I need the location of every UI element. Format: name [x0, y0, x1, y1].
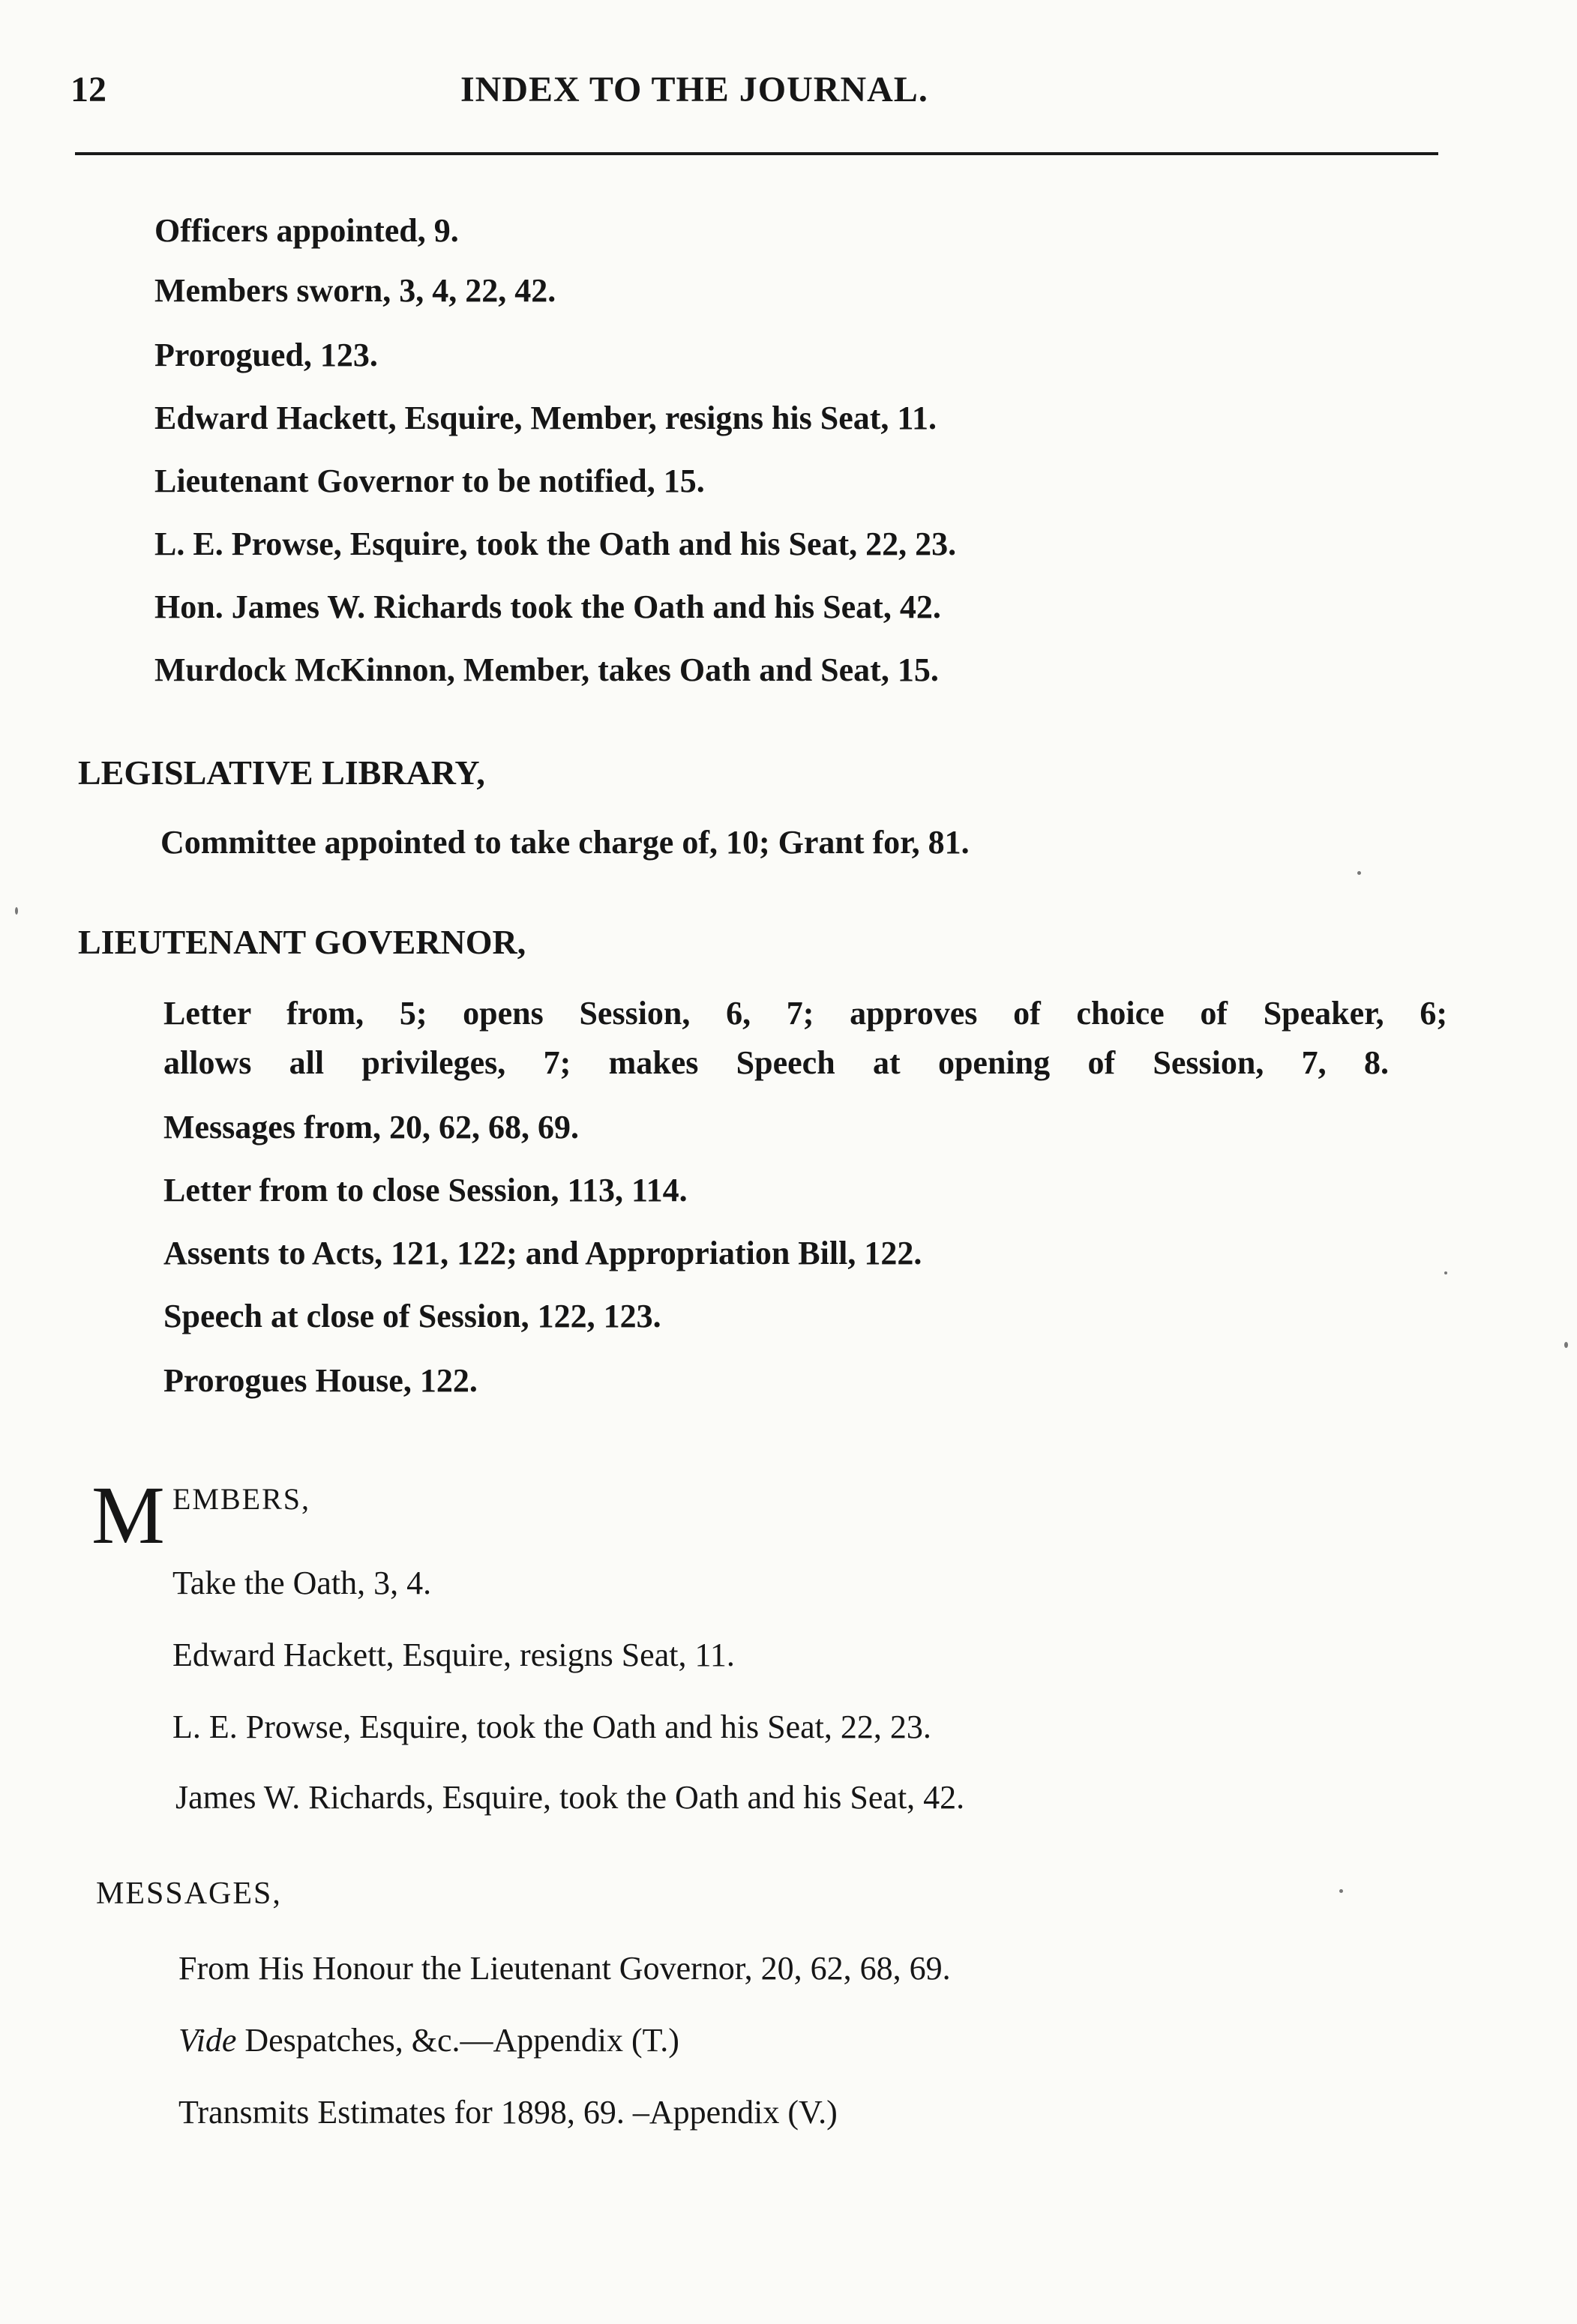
index-entry: Take the Oath, 3, 4.	[172, 1565, 432, 1601]
scan-speck	[15, 907, 18, 915]
page-number: 12	[70, 70, 106, 109]
heading-rest: EMBERS,	[172, 1482, 311, 1516]
scan-speck	[1564, 1342, 1568, 1348]
dropcap-letter: M	[91, 1469, 165, 1561]
running-title: INDEX TO THE JOURNAL.	[460, 70, 928, 109]
index-entry: Hon. James W. Richards took the Oath and his Seat, 42.	[154, 588, 941, 625]
section-heading-messages: MESSAGES,	[96, 1876, 282, 1911]
index-entry: Members sworn, 3, 4, 22, 42.	[154, 272, 556, 309]
section-heading-legislative-library: LEGISLATIVE LIBRARY,	[78, 753, 485, 792]
scan-speck	[1339, 1889, 1343, 1893]
index-entry: Speech at close of Session, 122, 123.	[163, 1298, 661, 1334]
index-entry: Officers appointed, 9.	[154, 212, 459, 249]
page-header	[70, 69, 1435, 121]
index-entry: L. E. Prowse, Esquire, took the Oath and his Seat, 22, 23.	[154, 526, 957, 562]
index-entry-line: Letter from, 5; opens Session, 6, 7; approves of choice of Speaker, 6;	[163, 995, 1447, 1032]
index-entry: Edward Hackett, Esquire, resigns Seat, 11.	[172, 1637, 735, 1673]
index-entry: Committee appointed to take charge of, 10; Grant for, 81.	[160, 824, 970, 861]
index-entry: James W. Richards, Esquire, took the Oath and his Seat, 42.	[175, 1779, 965, 1816]
index-entry: Letter from to close Session, 113, 114.	[163, 1172, 688, 1208]
index-entry: Lieutenant Governor to be notified, 15.	[154, 463, 705, 499]
index-entry: From His Honour the Lieutenant Governor, 20, 62, 68, 69.	[178, 1950, 951, 1987]
vide-word: Vide	[178, 2022, 237, 2059]
scan-speck	[1357, 871, 1361, 875]
index-entry: Prorogued, 123.	[154, 337, 378, 373]
index-entry-line: allows all privileges, 7; makes Speech at opening of Session, 7, 8.	[163, 1044, 1389, 1081]
index-entry: Messages from, 20, 62, 68, 69.	[163, 1109, 579, 1146]
index-entry	[178, 2021, 679, 2059]
scan-speck	[1444, 1271, 1447, 1274]
entry-text: Despatches, &c.—Appendix (T.)	[236, 2022, 679, 2059]
index-entry: Transmits Estimates for 1898, 69. –Appendix (V.)	[178, 2094, 838, 2131]
index-entry: Edward Hackett, Esquire, Member, resigns his Seat, 11.	[154, 400, 937, 436]
header-rule	[75, 152, 1438, 155]
index-entry: L. E. Prowse, Esquire, took the Oath and his Seat, 22, 23.	[172, 1709, 931, 1745]
section-heading-lieutenant-governor: LIEUTENANT GOVERNOR,	[78, 923, 526, 961]
index-entry: Assents to Acts, 121, 122; and Appropriation Bill, 122.	[163, 1235, 922, 1271]
index-entry: Murdock McKinnon, Member, takes Oath and Seat, 15.	[154, 651, 939, 688]
index-entry: Prorogues House, 122.	[163, 1362, 478, 1399]
